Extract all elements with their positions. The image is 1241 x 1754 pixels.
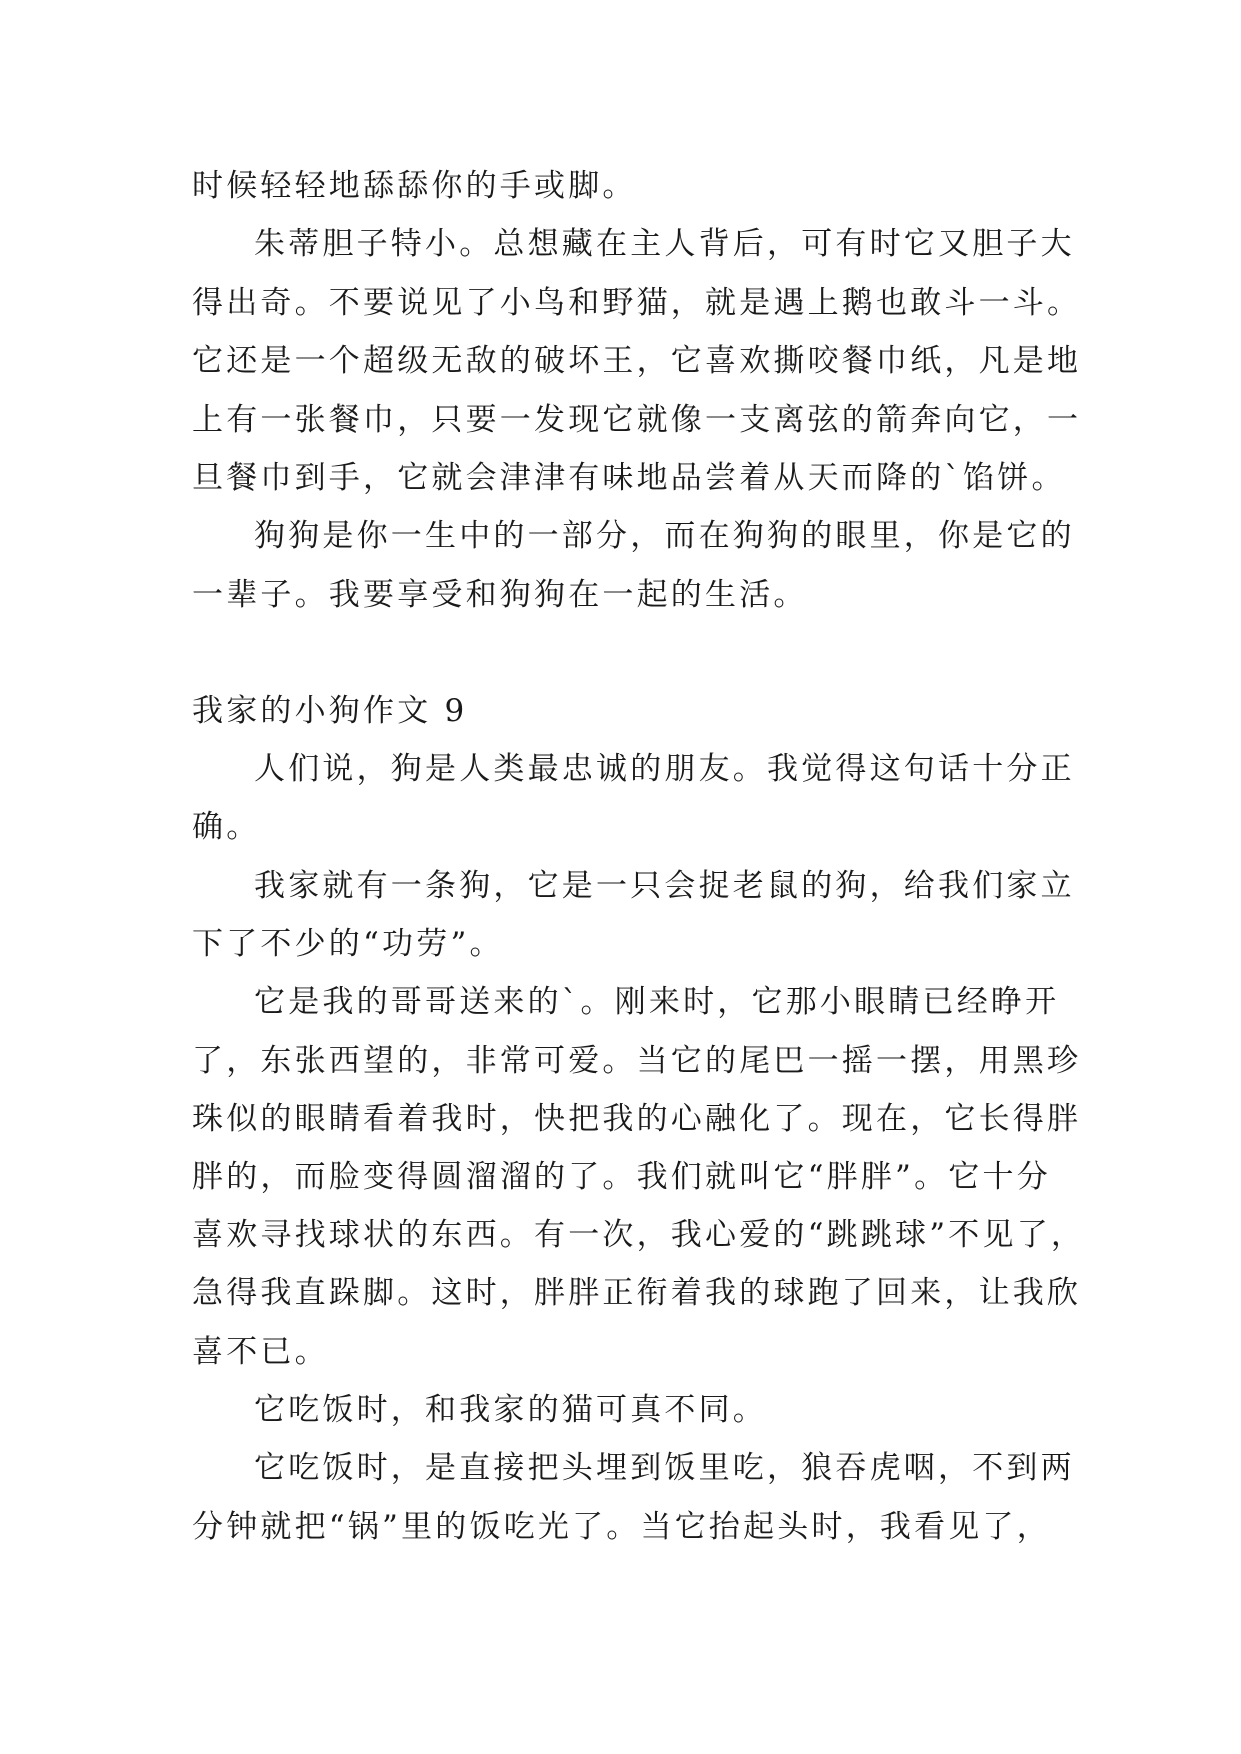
text-line: 喜不已。 (192, 1334, 329, 1370)
text-line: 它是我的哥哥送来的`。刚来时，它那小眼睛已经睁开 (254, 984, 1060, 1020)
text-line: 急得我直跺脚。这时，胖胖正衔着我的球跑了回来，让我欣 (192, 1275, 1082, 1311)
text-line: 得出奇。不要说见了小鸟和野猫，就是遇上鹅也敢斗一斗。 (192, 285, 1082, 321)
text-line: 旦餐巾到手，它就会津津有味地品尝着从天而降的`馅饼。 (192, 460, 1066, 496)
text-line: 下了不少的“功劳”。 (192, 926, 504, 962)
text-line: 确。 (192, 809, 261, 845)
text-line: 它吃饭时，是直接把头埋到饭里吃，狼吞虎咽，不到两 (254, 1450, 1075, 1486)
text-line: 分钟就把“锅”里的饭吃光了。当它抬起头时，我看见了， (192, 1509, 1051, 1545)
text-line: 一辈子。我要享受和狗狗在一起的生活。 (192, 577, 808, 613)
text-line: 朱蒂胆子特小。总想藏在主人背后，可有时它又胆子大 (254, 226, 1075, 262)
text-line: 胖的，而脸变得圆溜溜的了。我们就叫它“胖胖”。它十分 (192, 1159, 1051, 1195)
text-line: 时候轻轻地舔舔你的手或脚。 (192, 168, 637, 204)
text-line: 了，东张西望的，非常可爱。当它的尾巴一摇一摆，用黑珍 (192, 1043, 1082, 1079)
text-line: 它还是一个超级无敌的破坏王，它喜欢撕咬餐巾纸，凡是地 (192, 343, 1082, 379)
text-line: 它吃饭时，和我家的猫可真不同。 (254, 1392, 767, 1428)
text-line: 上有一张餐巾，只要一发现它就像一支离弦的箭奔向它，一 (192, 402, 1082, 438)
text-line: 珠似的眼睛看着我时，快把我的心融化了。现在，它长得胖 (192, 1101, 1082, 1137)
text-line: 喜欢寻找球状的东西。有一次，我心爱的“跳跳球”不见了， (192, 1217, 1086, 1253)
text-line: 人们说，狗是人类最忠诚的朋友。我觉得这句话十分正 (254, 751, 1075, 787)
section-heading: 我家的小狗作文 9 (192, 693, 468, 729)
text-line: 我家就有一条狗，它是一只会捉老鼠的狗，给我们家立 (254, 868, 1075, 904)
text-line: 狗狗是你一生中的一部分，而在狗狗的眼里，你是它的 (254, 518, 1075, 554)
